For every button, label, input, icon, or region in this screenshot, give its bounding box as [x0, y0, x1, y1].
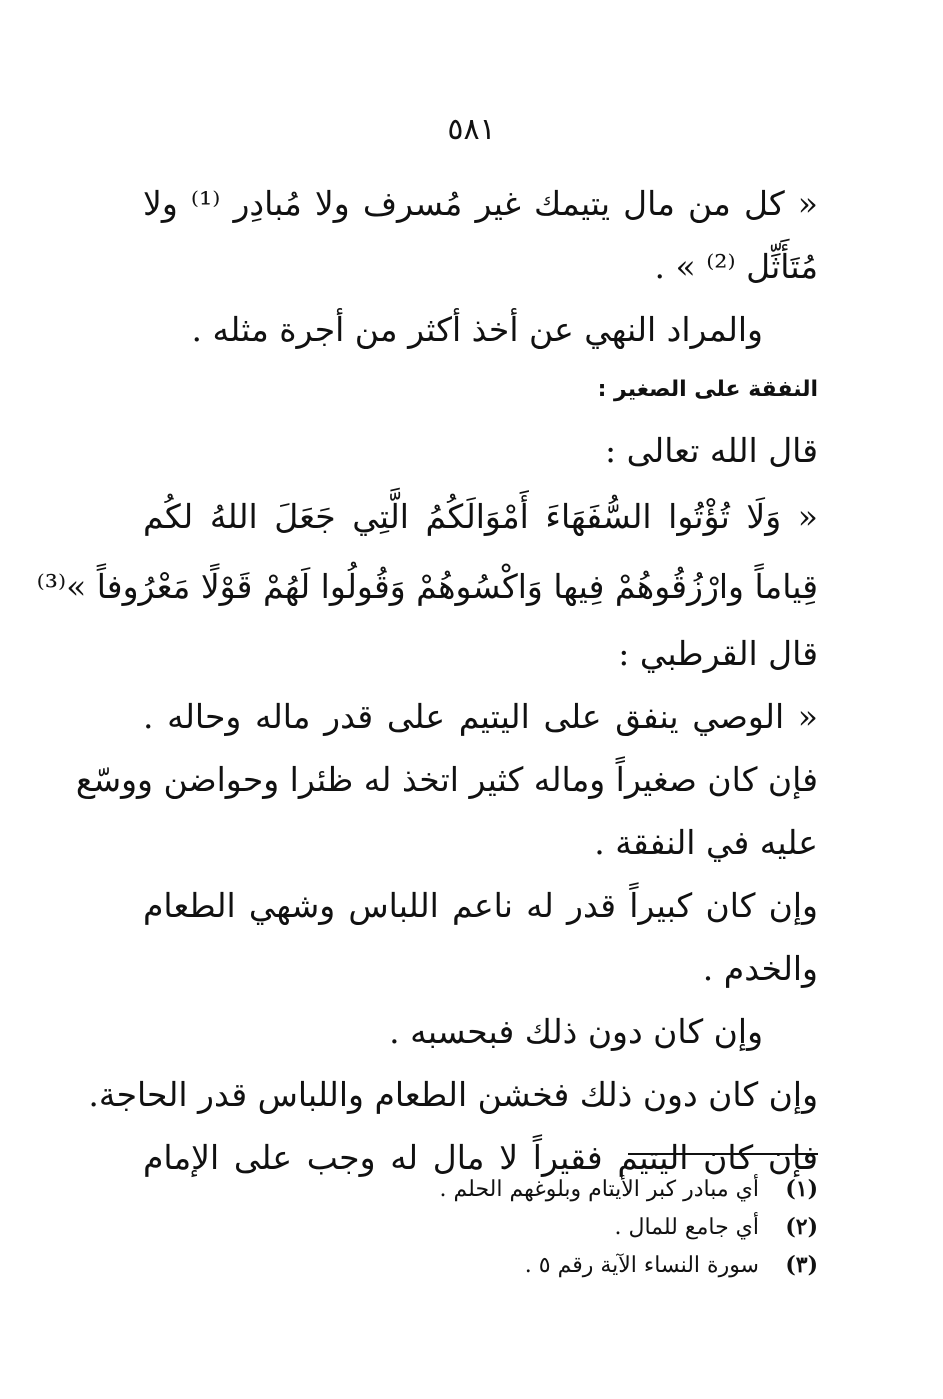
body-text — [36, 172, 818, 1189]
text-line: « الوصي ينفق على اليتيم على قدر ماله وحاله . — [143, 697, 818, 736]
text-line: فإن كان اليتيم فقيراً لا مال له وجب على الإمام — [143, 1138, 818, 1177]
footnote-number: (١) — [785, 1176, 818, 1202]
text-line: فإن كان صغيراً وماله كثير اتخذ له ظئرا وحواضن ووسّع — [75, 760, 818, 799]
text-line: عليه في النفقة . — [594, 823, 818, 862]
text-line: وإن كان كبيراً قدر له ناعم اللباس وشهي الطعام — [143, 886, 818, 925]
footnote-text: أي مبادر كبر الأيتام وبلوغهم الحلم . — [439, 1177, 759, 1202]
footnote-text: سورة النساء الآية رقم ٥ . — [524, 1253, 759, 1278]
footnote — [143, 1246, 818, 1284]
text-line: مُتَأَثِّل ⁽²⁾ » . — [654, 247, 818, 286]
text-line: قال الله تعالى : — [605, 431, 818, 470]
section-heading: النفقة على الصغير : — [597, 377, 818, 402]
footnote-text: أي جامع للمال . — [614, 1215, 759, 1240]
footnote — [143, 1208, 818, 1246]
page-number: ٥٨١ — [447, 112, 496, 147]
quran-verse-line: « وَلَا تُؤْتُوا السُّفَهَاءَ أَمْوَالَكُمُ الَّتِي جَعَلَ اللهُ لكُم — [143, 497, 818, 536]
text-line: وإن كان دون ذلك فبحسبه . — [389, 1012, 763, 1051]
footnote-divider — [628, 1153, 818, 1155]
text-line: والخدم . — [702, 949, 818, 988]
footnote — [143, 1170, 818, 1208]
text-line: وإن كان دون ذلك فخشن الطعام واللباس قدر الحاجة. — [88, 1075, 818, 1114]
text-line: « كل من مال يتيمك غير مُسرف ولا مُبادِر ⁽¹⁾ ولا — [143, 184, 818, 223]
footnote-number: (٢) — [785, 1214, 818, 1240]
footnote-number: (٣) — [785, 1252, 818, 1278]
text-line: والمراد النهي عن أخذ أكثر من أجرة مثله . — [191, 310, 763, 349]
footnotes — [143, 1170, 818, 1284]
text-line: قال القرطبي : — [618, 634, 818, 673]
quran-verse-line: قِياماً وارْزُقُوهُمْ فِيها وَاكْسُوهُمْ وَقُولُوا لَهُمْ قَوْلًا مَعْرُوفاً »⁽³⁾ — [36, 567, 818, 606]
